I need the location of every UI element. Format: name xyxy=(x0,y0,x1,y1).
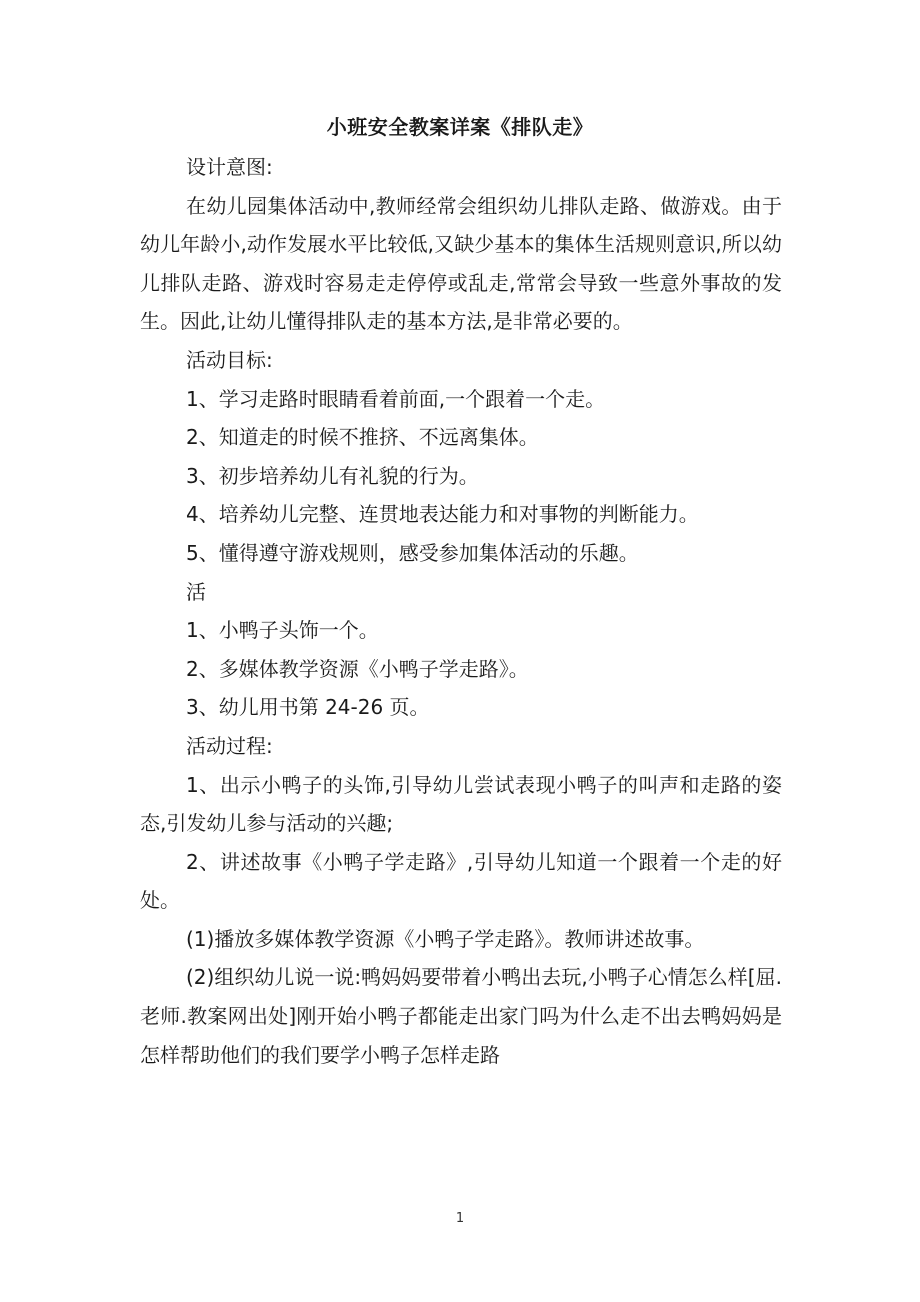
section-heading-design-intent: 设计意图: xyxy=(186,155,273,179)
section-heading-preparation: 活 xyxy=(186,579,206,604)
objective-item-4: 4、培养幼儿完整、连贯地表达能力和对事物的判断能力。 xyxy=(186,502,699,527)
document-title: 小班安全教案详案《排队走》 xyxy=(326,115,594,139)
process-subitem-1: (1)播放多媒体教学资源《小鸭子学走路》。教师讲述故事。 xyxy=(186,926,705,951)
objective-item-2: 2、知道走的时候不推挤、不远离集体。 xyxy=(186,425,539,450)
objective-item-1: 1、学习走路时眼睛看着前面,一个跟着一个走。 xyxy=(186,386,606,411)
process-subitem-2: (2)组织幼儿说一说:鸭妈妈要带着小鸭出去玩,小鸭子心情怎么样[屈.老师.教案网出处]刚开始小鸭子都能走出家门吗为什么走不出去鸭妈妈是怎样帮助他们的我们要学小鸭子怎样走路 xyxy=(140,965,782,1067)
process-item-1: 1、出示小鸭子的头饰,引导幼儿尝试表现小鸭子的叫声和走路的姿态,引发幼儿参与活动的兴趣; xyxy=(140,772,782,836)
section-heading-objectives: 活动目标: xyxy=(186,347,273,372)
paragraph-design-intent: 在幼儿园集体活动中,教师经常会组织幼儿排队走路、做游戏。由于幼儿年龄小,动作发展水平比较低,又缺少基本的集体生活规则意识,所以幼儿排队走路、游戏时容易走走停停或乱走,常常会导致一些意外事故的发生。因此,让幼儿懂得排队走的基本方法,是非常必要的。 xyxy=(140,193,782,334)
section-heading-process: 活动过程: xyxy=(186,733,273,758)
page-number: 1 xyxy=(455,1211,465,1226)
preparation-item-3: 3、幼儿用书第 24-26 页。 xyxy=(186,695,430,720)
objective-item-3: 3、初步培养幼儿有礼貌的行为。 xyxy=(186,463,479,488)
document-body xyxy=(140,148,782,1074)
preparation-item-1: 1、小鸭子头饰一个。 xyxy=(186,618,379,643)
preparation-item-2: 2、多媒体教学资源《小鸭子学走路》。 xyxy=(186,656,529,681)
objective-item-5: 5、懂得遵守游戏规则，感受参加集体活动的乐趣。 xyxy=(186,540,639,565)
process-item-2: 2、讲述故事《小鸭子学走路》,引导幼儿知道一个跟着一个走的好处。 xyxy=(140,849,782,913)
